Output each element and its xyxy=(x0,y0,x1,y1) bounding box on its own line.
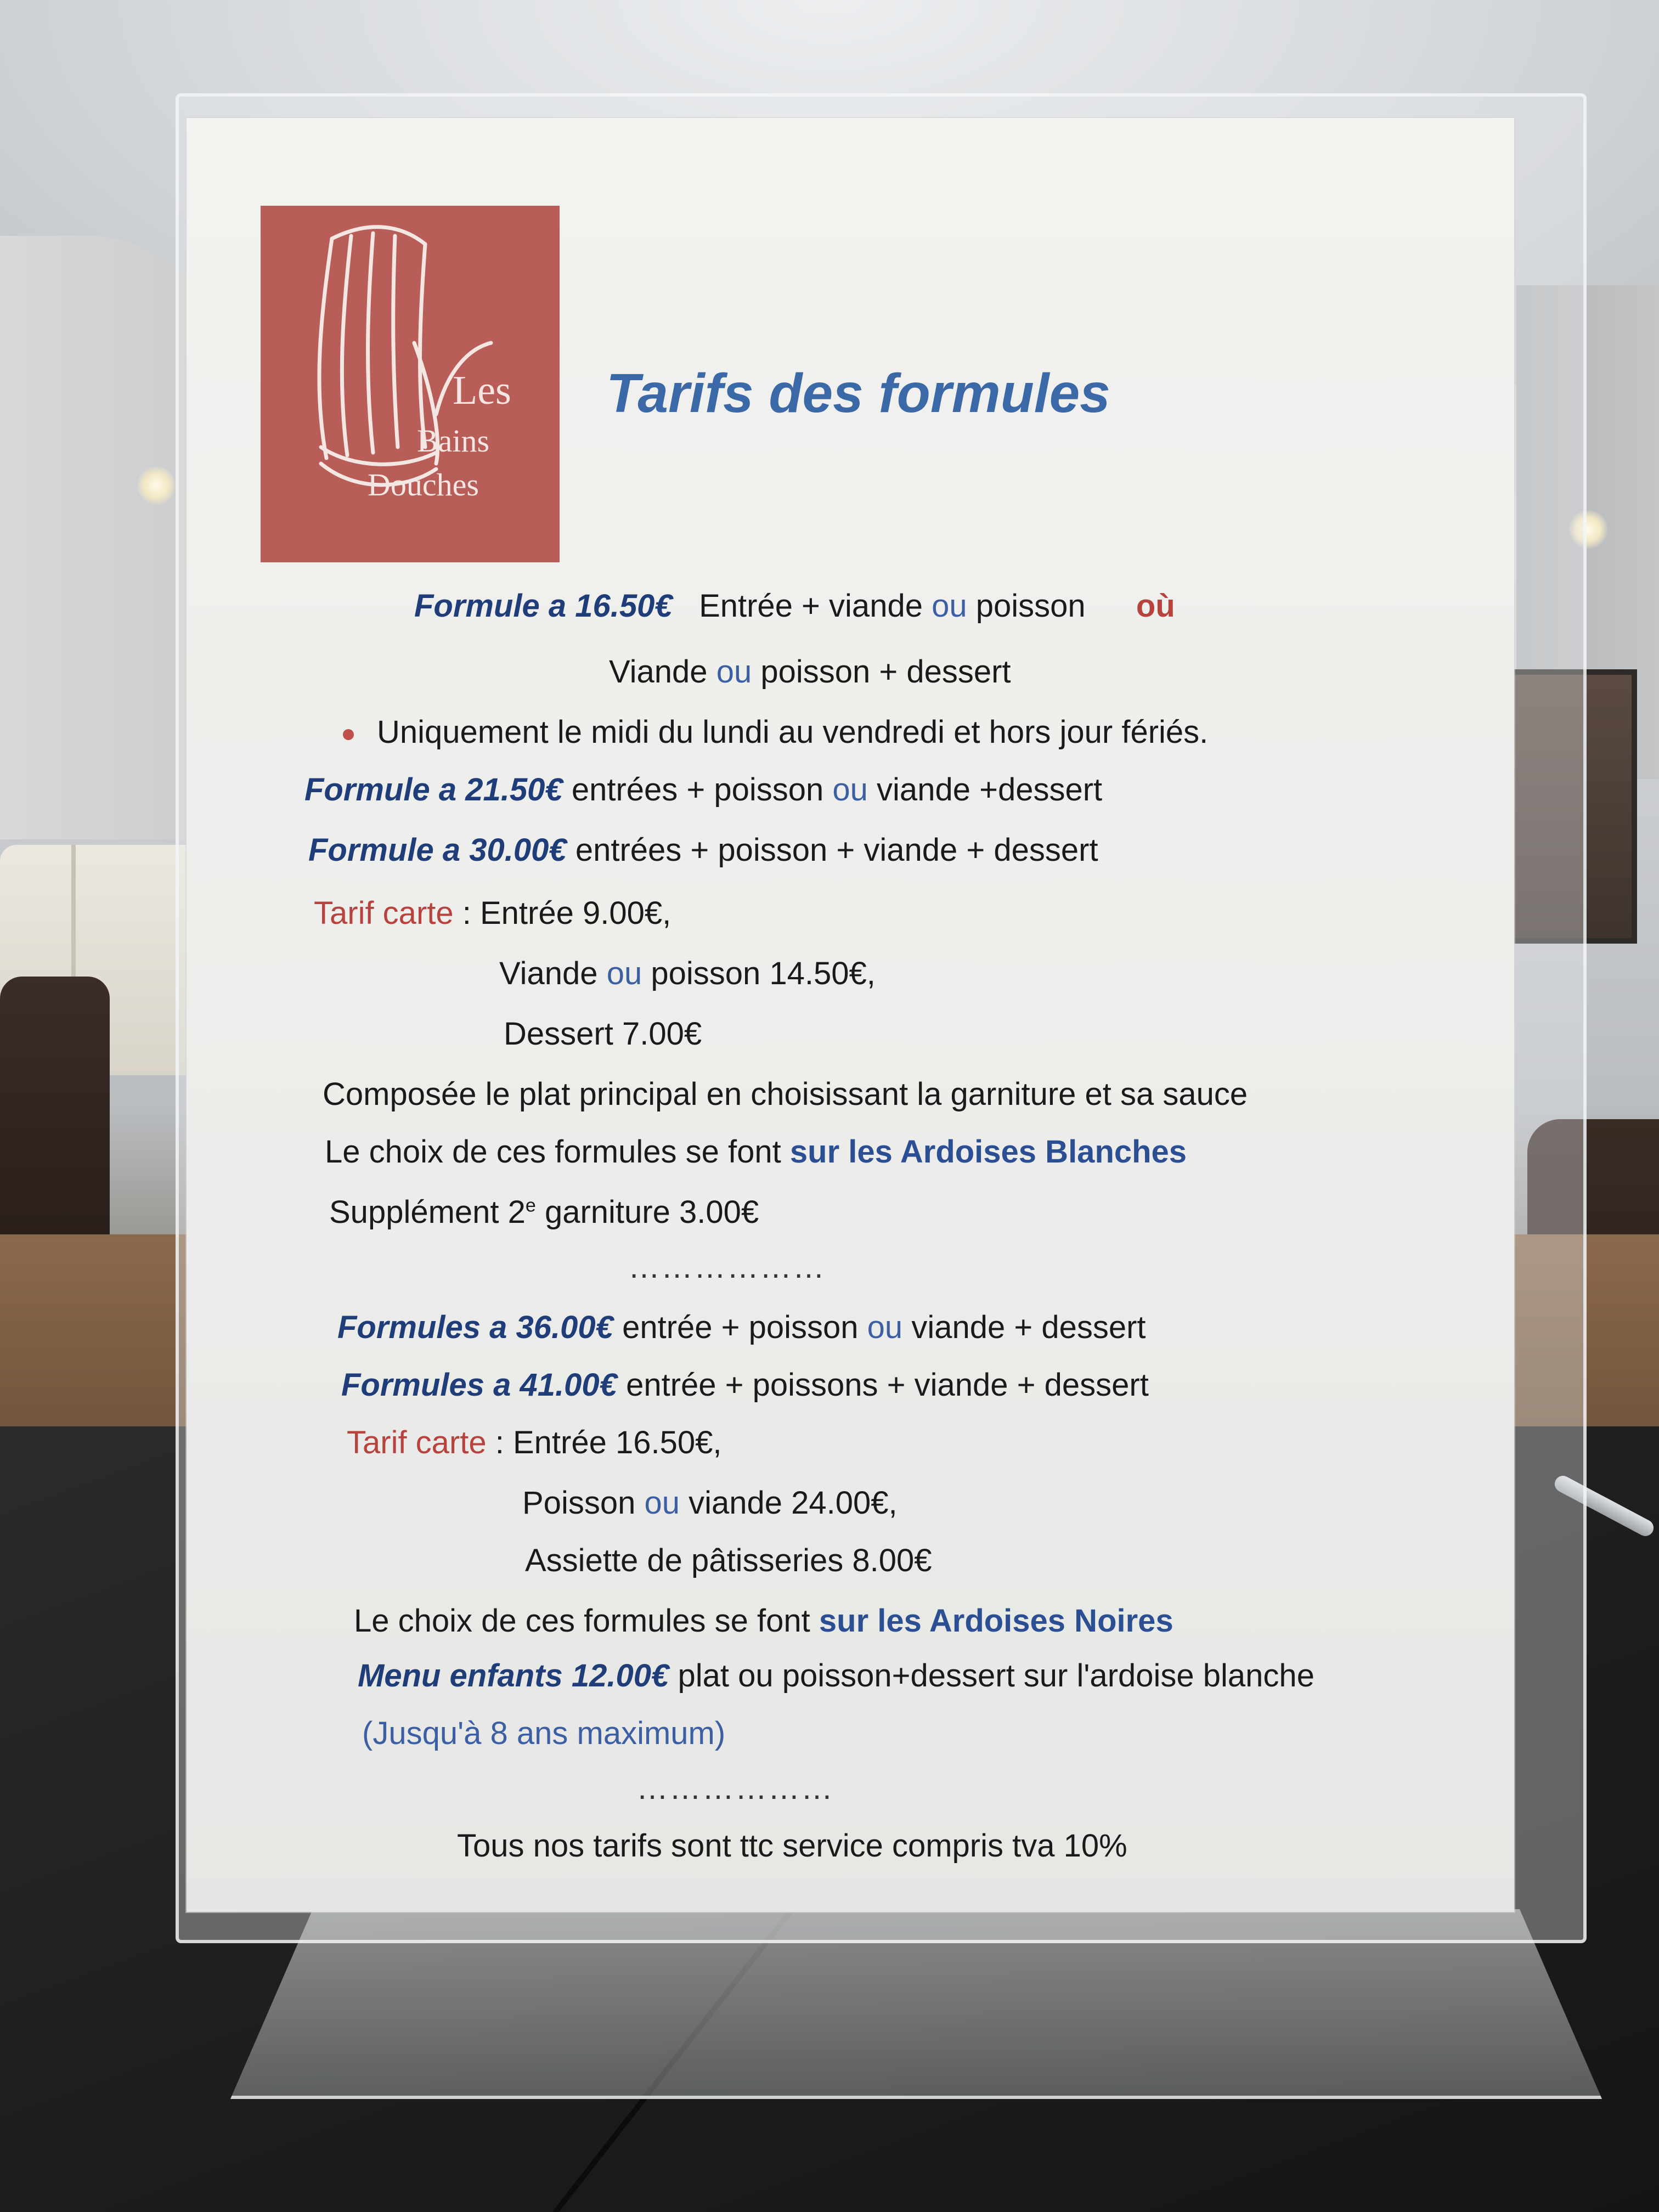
kids-menu-label: Menu enfants 12.00€ xyxy=(358,1658,669,1694)
formula-1650-part1: Entrée + viande xyxy=(699,588,923,624)
chef-hat-icon xyxy=(261,206,560,562)
or-word: ou xyxy=(644,1485,680,1521)
lunch-note-text: Uniquement le midi du lundi au vendredi et hors jour fériés. xyxy=(377,714,1209,750)
menu-sheet xyxy=(187,118,1514,1912)
supplement-line xyxy=(329,1193,759,1232)
carte-white-line1 xyxy=(314,894,671,933)
formula-3600-text-b: viande + dessert xyxy=(911,1310,1146,1345)
formula-4100-text: entrée + poissons + viande + dessert xyxy=(626,1367,1149,1403)
kids-age-limit: (Jusqu'à 8 ans maximum) xyxy=(362,1716,726,1751)
carte-white-line2 xyxy=(499,955,876,993)
supplement-text-b: garniture 3.00€ xyxy=(535,1194,759,1230)
carte-black-label: Tarif carte xyxy=(347,1425,487,1460)
formula-2150-text-a: entrées + poisson xyxy=(571,772,824,808)
formula-1650-label: Formule a 16.50€ xyxy=(414,588,673,624)
carte-white-starter: : Entrée 9.00€, xyxy=(462,895,672,931)
formula-1650-line2-a: Viande xyxy=(609,654,708,690)
alternative-word: où xyxy=(1136,588,1175,624)
page-title: Tarifs des formules xyxy=(606,363,1110,424)
carte-black-main-a: Poisson xyxy=(522,1485,636,1521)
choice-white-line xyxy=(325,1133,1187,1171)
kids-menu-text: plat ou poisson+dessert sur l'ardoise blanche xyxy=(678,1658,1314,1694)
formula-3600-text-a: entrée + poisson xyxy=(622,1310,859,1345)
separator: ……………… xyxy=(628,1249,826,1285)
separator: ……………… xyxy=(636,1770,834,1806)
carte-white-label: Tarif carte xyxy=(314,895,454,931)
carte-black-main-b: viande 24.00€, xyxy=(689,1485,898,1521)
footer-note: Tous nos tarifs sont ttc service compris tva 10% xyxy=(457,1828,1127,1864)
formula-3600-label: Formules a 36.00€ xyxy=(337,1310,613,1345)
logo-word-les: Les xyxy=(453,368,511,413)
or-word: ou xyxy=(867,1310,903,1345)
formula-3600-line xyxy=(337,1308,1146,1347)
bullet-icon xyxy=(343,729,354,740)
carte-white-main-a: Viande xyxy=(499,956,598,991)
carte-black-starter: : Entrée 16.50€, xyxy=(495,1425,722,1460)
formula-1650-line2 xyxy=(609,653,1011,691)
formula-3000-line xyxy=(308,831,1098,870)
or-word: ou xyxy=(832,772,868,808)
formula-4100-line xyxy=(341,1366,1149,1404)
choice-black-line xyxy=(354,1602,1173,1640)
ardoises-noires: sur les Ardoises Noires xyxy=(819,1603,1173,1639)
carte-black-dessert: Assiette de pâtisseries 8.00€ xyxy=(525,1543,932,1578)
formula-3000-text: entrées + poisson + viande + dessert xyxy=(575,832,1098,868)
formula-2150-text-b: viande +dessert xyxy=(877,772,1103,808)
ceiling-light xyxy=(137,466,176,505)
choice-black-text: Le choix de ces formules se font xyxy=(354,1603,810,1639)
carte-white-dessert: Dessert 7.00€ xyxy=(504,1016,702,1052)
formula-1650-line2-b: poisson + dessert xyxy=(760,654,1011,690)
logo-word-douches: Douches xyxy=(368,467,479,503)
carte-white-main-b: poisson 14.50€, xyxy=(651,956,876,991)
formula-2150-label: Formule a 21.50€ xyxy=(304,772,563,808)
logo-word-bains: Bains xyxy=(417,423,490,459)
lunch-note xyxy=(343,713,1208,752)
or-word: ou xyxy=(932,588,967,624)
ardoises-blanches: sur les Ardoises Blanches xyxy=(789,1134,1187,1170)
restaurant-logo xyxy=(261,206,560,562)
choice-white-text: Le choix de ces formules se font xyxy=(325,1134,781,1170)
carte-black-line2 xyxy=(522,1484,898,1522)
formula-2150-line xyxy=(304,771,1102,809)
or-word: ou xyxy=(606,956,642,991)
formula-4100-label: Formules a 41.00€ xyxy=(341,1367,617,1403)
formula-3000-label: Formule a 30.00€ xyxy=(308,832,567,868)
compose-note: Composée le plat principal en choisissant la garniture et sa sauce xyxy=(323,1076,1248,1112)
formula-1650-line xyxy=(414,587,1175,625)
supplement-text-a: Supplément 2 xyxy=(329,1194,526,1230)
carte-black-line1 xyxy=(347,1424,722,1462)
formula-1650-part2: poisson xyxy=(975,588,1086,624)
or-word: ou xyxy=(716,654,752,690)
supplement-sup: e xyxy=(525,1195,536,1216)
kids-menu-line xyxy=(358,1657,1314,1695)
